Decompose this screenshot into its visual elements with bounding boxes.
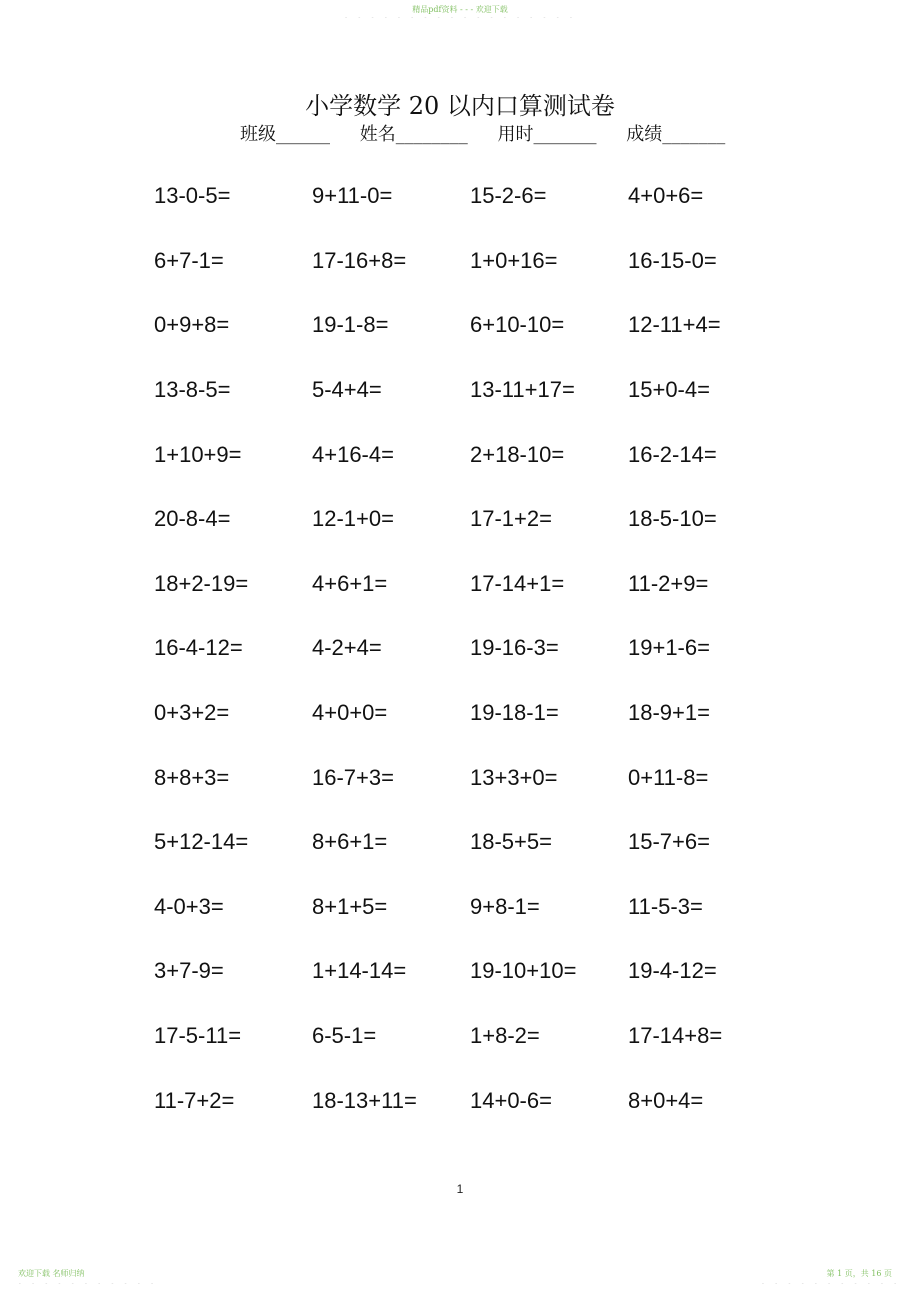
problem-item: 18-9+1= (628, 700, 710, 726)
problem-row (154, 164, 786, 229)
problem-item: 16-2-14= (628, 441, 717, 467)
problem-item: 4+0+6= (628, 183, 704, 209)
problem-item: 20-8-4= (154, 506, 231, 532)
problem-item: 4-2+4= (312, 635, 382, 661)
problem-item: 4+0+0= (312, 700, 388, 726)
problem-item: 17-14+8= (628, 1023, 723, 1049)
problem-item: 4+16-4= (312, 441, 394, 467)
problem-item: 0+11-8= (628, 764, 709, 790)
problem-item: 6+7-1= (154, 247, 224, 273)
problem-item: 1+8-2= (470, 1023, 540, 1049)
problem-item: 8+1+5= (312, 893, 388, 919)
problem-item: 18-5+5= (470, 829, 552, 855)
problem-item: 19-10+10= (470, 958, 577, 984)
problem-item: 5+12-14= (154, 829, 249, 855)
watermark-top-dots: - - - - - - - - - - - - - - - - - - (344, 14, 576, 21)
problem-row (154, 358, 786, 423)
watermark-bottom-right-dots: - - - - - - - - - - - (761, 1280, 900, 1287)
watermark-bottom-left-dots: - - - - - - - - - - - (18, 1280, 157, 1287)
problem-grid (154, 164, 786, 1133)
problem-item: 8+8+3= (154, 764, 230, 790)
problem-row (154, 552, 786, 617)
student-info-line (240, 120, 760, 146)
problem-row (154, 1004, 786, 1069)
problem-row (154, 422, 786, 487)
problem-item: 15-7+6= (628, 829, 710, 855)
score-blank: _______ (662, 124, 726, 145)
problem-item: 2+18-10= (470, 441, 565, 467)
score-label: 成绩 (626, 124, 663, 145)
problem-item: 8+0+4= (628, 1087, 704, 1113)
problem-item: 6+10-10= (470, 312, 565, 338)
problem-item: 13-11+17= (470, 377, 575, 403)
problem-item: 8+6+1= (312, 829, 388, 855)
page-number: 1 (456, 1182, 464, 1196)
problem-item: 16-4-12= (154, 635, 243, 661)
problem-row (154, 810, 786, 875)
problem-item: 15-2-6= (470, 183, 547, 209)
problem-row (154, 229, 786, 294)
problem-item: 1+10+9= (154, 441, 242, 467)
problem-row (154, 939, 786, 1004)
problem-row (154, 293, 786, 358)
time-label: 用时 (497, 124, 534, 145)
problem-item: 17-1+2= (470, 506, 552, 532)
problem-item: 13-0-5= (154, 183, 231, 209)
page-title: 小学数学 20 以内口算测试卷 (305, 92, 615, 120)
problem-item: 19-18-1= (470, 700, 559, 726)
problem-item: 16-7+3= (312, 764, 394, 790)
problem-item: 19-16-3= (470, 635, 559, 661)
class-blank: ______ (276, 124, 330, 145)
problem-item: 11-7+2= (154, 1087, 235, 1113)
problem-item: 17-14+1= (470, 570, 565, 596)
watermark-bottom-right: 第 1 页，共 16 页 (826, 1269, 892, 1278)
problem-item: 6-5-1= (312, 1023, 377, 1049)
problem-item: 12-1+0= (312, 506, 394, 532)
problem-item: 4+6+1= (312, 570, 388, 596)
watermark-top: 精品pdf资料 - - - 欢迎下载 (412, 5, 508, 14)
problem-item: 19-1-8= (312, 312, 389, 338)
problem-item: 14+0-6= (470, 1087, 552, 1113)
problem-item: 13-8-5= (154, 377, 231, 403)
problem-item: 19-4-12= (628, 958, 717, 984)
problem-item: 1+14-14= (312, 958, 407, 984)
problem-item: 16-15-0= (628, 247, 717, 273)
problem-row (154, 616, 786, 681)
problem-item: 5-4+4= (312, 377, 382, 403)
problem-item: 13+3+0= (470, 764, 558, 790)
problem-item: 12-11+4= (628, 312, 721, 338)
problem-item: 4-0+3= (154, 893, 224, 919)
problem-item: 17-5-11= (154, 1023, 242, 1049)
problem-item: 11-5-3= (628, 893, 703, 919)
name-blank: ________ (395, 124, 468, 145)
problem-item: 18-5-10= (628, 506, 717, 532)
problem-item: 1+0+16= (470, 247, 558, 273)
problem-item: 17-16+8= (312, 247, 407, 273)
problem-row (154, 745, 786, 810)
problem-item: 19+1-6= (628, 635, 710, 661)
time-blank: _______ (533, 124, 597, 145)
name-label: 姓名 (359, 124, 396, 145)
class-label: 班级 (240, 124, 276, 145)
problem-row (154, 487, 786, 552)
problem-item: 18-13+11= (312, 1087, 417, 1113)
problem-item: 0+3+2= (154, 700, 230, 726)
problem-item: 18+2-19= (154, 570, 249, 596)
problem-item: 15+0-4= (628, 377, 710, 403)
problem-item: 11-2+9= (628, 570, 709, 596)
problem-item: 9+11-0= (312, 183, 393, 209)
problem-row (154, 681, 786, 746)
problem-row (154, 1068, 786, 1133)
watermark-bottom-left: 欢迎下载 名师归纳 (18, 1269, 85, 1278)
problem-item: 3+7-9= (154, 958, 224, 984)
problem-item: 0+9+8= (154, 312, 230, 338)
problem-item: 9+8-1= (470, 893, 540, 919)
problem-row (154, 875, 786, 940)
